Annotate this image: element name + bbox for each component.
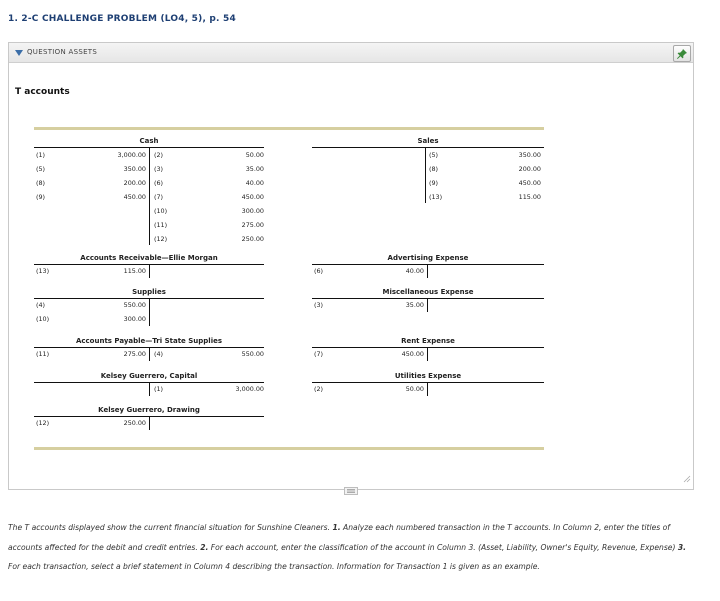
supplies-title: Supplies — [132, 288, 166, 296]
instructions-text: Analyze each numbered transaction in the T accounts. In Column 2, enter the titles of accounts affected for the debit and credit entries. — [8, 523, 670, 552]
panel-resize-grip-icon[interactable] — [344, 480, 358, 488]
step-number: 1. — [332, 523, 341, 532]
drawing-t-vertical — [149, 416, 150, 430]
cash-credit-amount: 450.00 — [241, 193, 264, 201]
advertising-expense-t-vertical — [427, 264, 428, 278]
sales-account-title: Sales — [417, 137, 439, 145]
cash-debit-ref: (9) — [36, 193, 46, 201]
cash-debit-amount: 3,000.00 — [117, 151, 146, 159]
supplies-t-vertical — [149, 298, 150, 326]
sales-credit-amount: 200.00 — [518, 165, 541, 173]
miscellaneous-expense-title: Miscellaneous Expense — [382, 288, 474, 296]
cash-credit-amount: 275.00 — [241, 221, 264, 229]
capital-title: Kelsey Guerrero, Capital — [100, 372, 198, 380]
cash-credit-ref: (3) — [154, 165, 164, 173]
cash-debit-amount: 200.00 — [123, 179, 146, 187]
accounts-receivable-t-vertical — [149, 264, 150, 278]
corner-resize-icon[interactable] — [683, 468, 691, 487]
sales-t-horizontal — [312, 147, 544, 148]
instructions-text: For each account, enter the classification of the account in Column 3. (Asset, Liability, Owner's Equity, Revenue, Expense) — [208, 542, 678, 552]
sales-credit-amount: 115.00 — [518, 193, 541, 201]
miscellaneous-expense-debit-amount: 35.00 — [405, 301, 424, 309]
cash-debit-ref: (8) — [36, 179, 46, 187]
capital-credit-amount: 3,000.00 — [235, 385, 264, 393]
accounts-payable-title: Accounts Payable—Tri State Supplies — [75, 337, 223, 345]
cash-credit-ref: (6) — [154, 179, 164, 187]
sales-credit-ref: (9) — [429, 179, 439, 187]
cash-debit-amount: 450.00 — [123, 193, 146, 201]
rent-expense-debit-ref: (7) — [314, 350, 324, 358]
cash-credit-amount: 40.00 — [245, 179, 264, 187]
cash-credit-ref: (12) — [154, 235, 168, 243]
accounts-receivable-title: Accounts Receivable—Ellie Morgan — [80, 254, 218, 262]
cash-credit-amount: 50.00 — [245, 151, 264, 159]
cash-credit-ref: (11) — [154, 221, 168, 229]
utilities-expense-debit-amount: 50.00 — [405, 385, 424, 393]
rent-expense-t-vertical — [427, 347, 428, 361]
collapse-triangle-icon[interactable] — [15, 50, 23, 56]
rent-expense-t-horizontal — [312, 347, 544, 348]
utilities-expense-title: Utilities Expense — [394, 372, 462, 380]
supplies-debit-ref: (4) — [36, 301, 46, 309]
cash-credit-amount: 300.00 — [241, 207, 264, 215]
accounts-receivable-debit-amount: 115.00 — [123, 267, 146, 275]
drawing-debit-ref: (12) — [36, 419, 50, 427]
sales-t-vertical — [425, 147, 426, 203]
capital-t-vertical — [149, 382, 150, 396]
accounts-receivable-debit-ref: (13) — [36, 267, 50, 275]
cash-debit-ref: (1) — [36, 151, 46, 159]
panel-header[interactable] — [9, 43, 693, 63]
sales-credit-ref: (13) — [429, 193, 443, 201]
cash-credit-ref: (2) — [154, 151, 164, 159]
advertising-expense-debit-ref: (6) — [314, 267, 324, 275]
rent-expense-debit-amount: 450.00 — [401, 350, 424, 358]
accounts-payable-debit-amount: 275.00 — [123, 350, 146, 358]
drawing-debit-amount: 250.00 — [123, 419, 146, 427]
sales-credit-amount: 350.00 — [518, 151, 541, 159]
t-accounts-top-rule — [34, 127, 544, 130]
page-title: 1. 2-C CHALLENGE PROBLEM (LO4, 5), p. 54 — [8, 14, 236, 24]
cash-account-title: Cash — [139, 137, 159, 145]
instructions-paragraph — [8, 518, 698, 577]
instructions-text: For each transaction, select a brief statement in Column 4 describing the transaction. Information for Transaction 1 is given as an example. — [8, 562, 540, 571]
advertising-expense-title: Advertising Expense — [387, 254, 469, 262]
cash-debit-ref: (5) — [36, 165, 46, 173]
sales-credit-ref: (5) — [429, 151, 439, 159]
miscellaneous-expense-t-vertical — [427, 298, 428, 312]
instructions-text: The T accounts displayed show the current financial situation for Sunshine Cleaners. — [8, 523, 333, 532]
accounts-payable-t-vertical — [149, 347, 150, 361]
advertising-expense-debit-amount: 40.00 — [405, 267, 424, 275]
utilities-expense-t-vertical — [427, 382, 428, 396]
utilities-expense-debit-ref: (2) — [314, 385, 324, 393]
capital-credit-ref: (1) — [154, 385, 164, 393]
advertising-expense-t-horizontal — [312, 264, 544, 265]
drawing-title: Kelsey Guerrero, Drawing — [98, 406, 200, 414]
accounts-payable-debit-ref: (11) — [36, 350, 50, 358]
supplies-debit-amount: 300.00 — [123, 315, 146, 323]
t-accounts-heading: T accounts — [15, 87, 70, 97]
supplies-debit-ref: (10) — [36, 315, 50, 323]
rent-expense-title: Rent Expense — [401, 337, 455, 345]
cash-credit-ref: (7) — [154, 193, 164, 201]
miscellaneous-expense-debit-ref: (3) — [314, 301, 324, 309]
step-number: 3. — [677, 542, 687, 552]
utilities-expense-t-horizontal — [312, 382, 544, 383]
t-accounts-bottom-rule — [34, 447, 544, 450]
accounts-payable-credit-amount: 550.00 — [241, 350, 264, 358]
step-number: 2. — [200, 542, 209, 552]
supplies-debit-amount: 550.00 — [123, 301, 146, 309]
cash-t-vertical — [149, 147, 150, 245]
question-assets-panel — [8, 42, 694, 490]
pin-button[interactable] — [673, 45, 691, 62]
pin-icon — [677, 49, 687, 59]
cash-credit-amount: 35.00 — [245, 165, 264, 173]
panel-header-label: QUESTION ASSETS — [27, 48, 98, 56]
miscellaneous-expense-t-horizontal — [312, 298, 544, 299]
accounts-payable-credit-ref: (4) — [154, 350, 164, 358]
sales-credit-ref: (8) — [429, 165, 439, 173]
cash-credit-ref: (10) — [154, 207, 168, 215]
sales-credit-amount: 450.00 — [518, 179, 541, 187]
cash-debit-amount: 350.00 — [123, 165, 146, 173]
cash-credit-amount: 250.00 — [241, 235, 264, 243]
